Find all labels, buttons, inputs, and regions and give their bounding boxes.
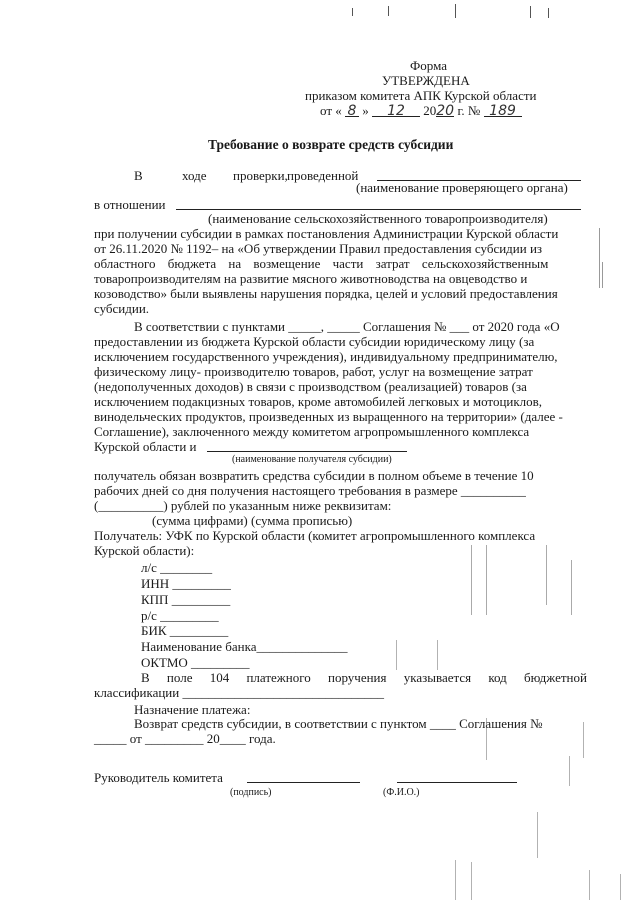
requisite-kpp: КПП _________ (141, 592, 231, 607)
p2-line-9: Курской области и (94, 439, 197, 454)
scan-mark (530, 6, 531, 18)
signature-blank (247, 782, 360, 783)
p4-line-2: классификации _______________________________ (94, 685, 384, 700)
requisite-bik: БИК _________ (141, 623, 229, 638)
p1-line-5: козоводство» были выявлены нарушения порядка, целей и условий предоставления (94, 286, 558, 301)
p3-line-1: получатель обязан возвратить средства субсидии в полном объеме в течение 10 (94, 468, 534, 483)
p2-line-6: исключением подакцизных товаров, кроме автомобилей легковых и мотоциклов, (94, 394, 543, 409)
p1-line-1: при получении субсидии в рамках постановления Администрации Курской области (94, 226, 559, 241)
form-label: Форма (410, 58, 447, 73)
scan-mark (571, 560, 572, 615)
recipient-line-1: Получатель: УФК по Курской области (комитет агропромышленного комплекса (94, 528, 536, 543)
date-prefix: от « (320, 103, 342, 118)
requisite-oktmo: ОКТМО _________ (141, 655, 250, 670)
scan-mark (602, 262, 603, 288)
recipient-line-2: Курской области): (94, 543, 195, 558)
scan-mark (589, 870, 590, 900)
order-number: 189 (484, 104, 522, 117)
scan-mark (569, 756, 570, 786)
name-caption: (Ф.И.О.) (383, 787, 420, 798)
order-day: 8 (345, 104, 359, 117)
scan-mark (486, 718, 487, 760)
p1-line-3: областного бюджета на возмещение части затрат сельскохозяйственным (94, 256, 549, 271)
scan-mark (620, 874, 621, 900)
year-prefix: 20 (423, 103, 437, 118)
requisite-bank: Наименование банка______________ (141, 639, 348, 654)
document-title: Требование о возврате средств субсидии (208, 137, 454, 152)
head-label: Руководитель комитета (94, 770, 223, 785)
scan-mark (546, 545, 547, 605)
scan-mark (471, 545, 472, 615)
scan-mark (455, 860, 456, 900)
p1-line-2: от 26.11.2020 № 1192– на «Об утверждении Правил предоставления субсидии из (94, 241, 543, 256)
purpose-line-2: _____ от _________ 20____ года. (94, 731, 276, 746)
scan-mark (396, 640, 397, 670)
p1-word-4: проведенной (287, 168, 359, 183)
scan-mark (599, 228, 600, 288)
inspecting-body-caption: (наименование проверяющего органа) (356, 180, 568, 195)
producer-caption: (наименование сельскохозяйственного товаропроизводителя) (208, 211, 548, 226)
date-month-sep: » (362, 103, 369, 118)
number-prefix: г. № (457, 103, 481, 118)
purpose-label: Назначение платежа: (134, 702, 251, 717)
scan-mark (352, 8, 353, 16)
p1-line-6: субсидии. (94, 301, 150, 316)
p4-line-1: В поле 104 платежного поручения указывается код бюджетной (141, 670, 587, 685)
scan-mark (548, 8, 549, 18)
p3-line-2: рабочих дней со дня получения настоящего требования в размере __________ (94, 483, 526, 498)
name-blank (397, 782, 517, 783)
p1-word-2: ходе (182, 168, 207, 183)
p2-line-4: физическому лицу- производителю товаров, работ, услуг на возмещение затрат (94, 364, 533, 379)
p2-line-1: В соответствии с пунктами _____, _____ Соглашения № ___ от 2020 года «О (134, 319, 560, 334)
in-relation-label: в отношении (94, 197, 166, 212)
scan-mark (437, 640, 438, 670)
signature-caption: (подпись) (230, 787, 272, 798)
order-date-line (320, 103, 522, 118)
recipient-blank (207, 451, 407, 452)
order-label: приказом комитета АПК Курской области (305, 88, 537, 103)
scan-mark (486, 545, 487, 615)
scan-mark (455, 4, 456, 18)
scan-mark (471, 862, 472, 900)
scan-mark (388, 6, 389, 16)
p2-line-7: винодельческих продуктов, произведенных из выращенного на территории» (далее - (94, 409, 563, 424)
p2-line-2: предоставлении из бюджета Курской области субсидии юридическому лицу (за (94, 334, 535, 349)
p2-line-8: Соглашение), заключенного между комитетом агропромышленного комплекса (94, 424, 530, 439)
purpose-line-1: Возврат средств субсидии, в соответствии с пунктом ____ Соглашения № (134, 716, 543, 731)
requisite-ls: л/с ________ (141, 560, 213, 575)
p2-line-5: (недополученных доходов) в связи с производством (реализацией) товаров (за (94, 379, 527, 394)
requisite-inn: ИНН _________ (141, 576, 231, 591)
amount-caption: (сумма цифрами) (сумма прописью) (152, 513, 353, 528)
producer-blank (176, 209, 581, 210)
p2-line-3: исключением государственного учреждения), индивидуальному предпринимателю, (94, 349, 558, 364)
recipient-caption: (наименование получателя субсидии) (232, 454, 392, 465)
p1-line-4: товаропроизводителям на развитие мясного животноводства на овцеводство и (94, 271, 528, 286)
p1-word-1: В (134, 168, 143, 183)
approved-label: УТВЕРЖДЕНА (382, 73, 470, 88)
p3-line-3: (__________) рублей по указанным ниже реквизитам: (94, 498, 392, 513)
order-year: 20 (436, 103, 455, 119)
p1-word-3: проверки, (233, 168, 288, 183)
order-month: 12 (372, 104, 420, 117)
requisite-rs: р/с _________ (141, 608, 219, 623)
scan-mark (537, 812, 538, 858)
scan-mark (583, 722, 584, 758)
